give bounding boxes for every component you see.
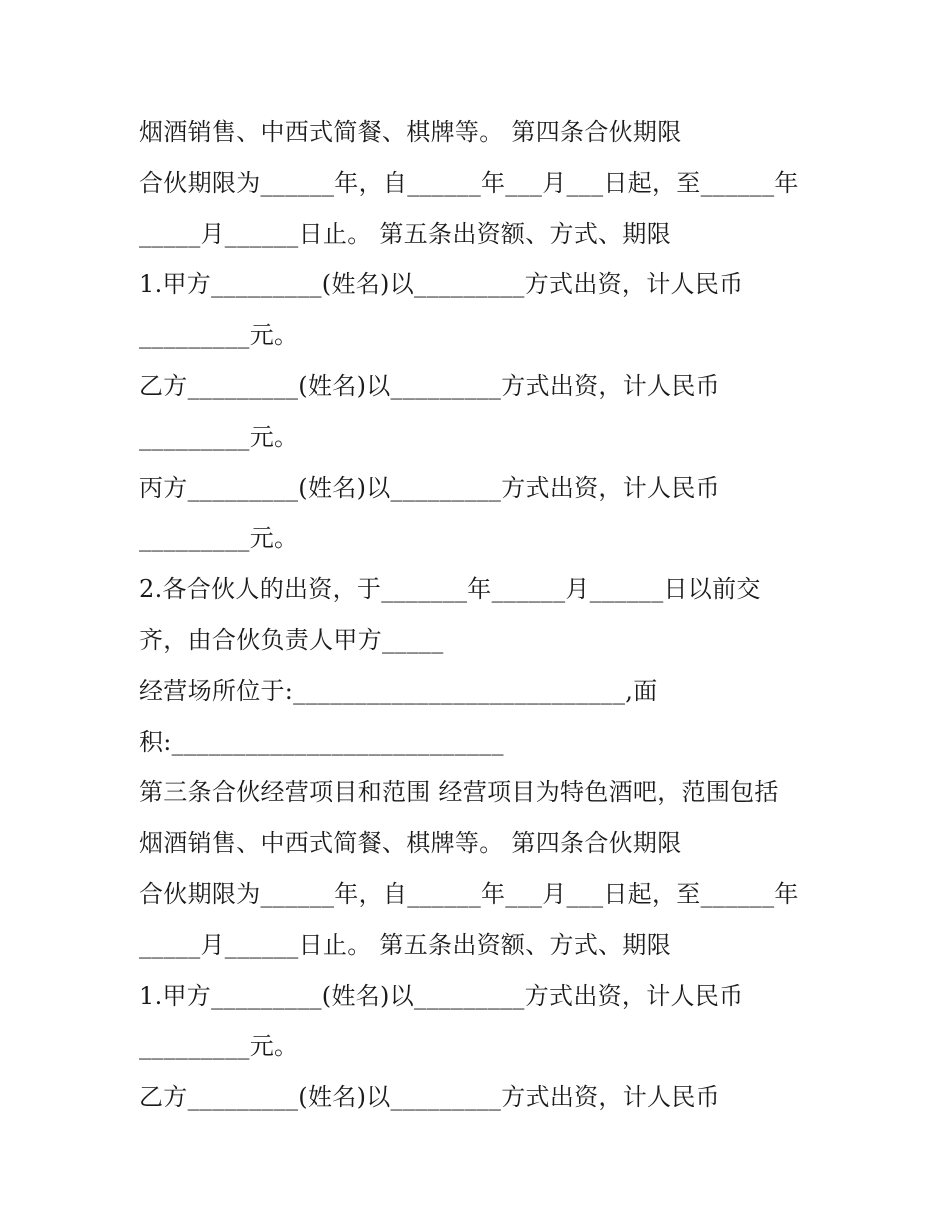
text-line: _________元。 (139, 524, 299, 553)
text-line: 烟酒销售、中西式简餐、棋牌等。 第四条合伙期限 (139, 829, 682, 858)
text-line: 1.甲方_________(姓名)以_________方式出资，计人民币 (139, 981, 744, 1010)
text-line: _________元。 (139, 422, 299, 451)
text-line: 乙方_________(姓名)以_________方式出资，计人民币 (139, 1083, 720, 1112)
text-line: _____月______日止。 第五条出资额、方式、期限 (139, 219, 672, 248)
text-line: 乙方_________(姓名)以_________方式出资，计人民币 (139, 371, 720, 400)
text-line: 1.甲方_________(姓名)以_________方式出资，计人民币 (139, 270, 744, 299)
text-line: 合伙期限为______年，自______年___月___日起，至______年 (139, 168, 799, 197)
text-line: 齐，由合伙负责人甲方_____ (139, 625, 444, 654)
text-line: 丙方_________(姓名)以_________方式出资，计人民币 (139, 473, 720, 502)
text-line: _________元。 (139, 321, 299, 350)
document-body (139, 107, 859, 1123)
text-line: 第三条合伙经营项目和范围 经营项目为特色酒吧，范围包括 (139, 778, 779, 807)
text-line: _____月______日止。 第五条出资额、方式、期限 (139, 930, 672, 959)
text-line: 积:___________________________ (139, 727, 504, 756)
text-line: 经营场所位于:___________________________,面 (139, 676, 658, 705)
text-line: 合伙期限为______年，自______年___月___日起，至______年 (139, 879, 799, 908)
text-line: _________元。 (139, 1032, 299, 1061)
text-line: 烟酒销售、中西式简餐、棋牌等。 第四条合伙期限 (139, 118, 682, 146)
text-line: 2.各合伙人的出资，于_______年______月______日以前交 (139, 575, 761, 604)
